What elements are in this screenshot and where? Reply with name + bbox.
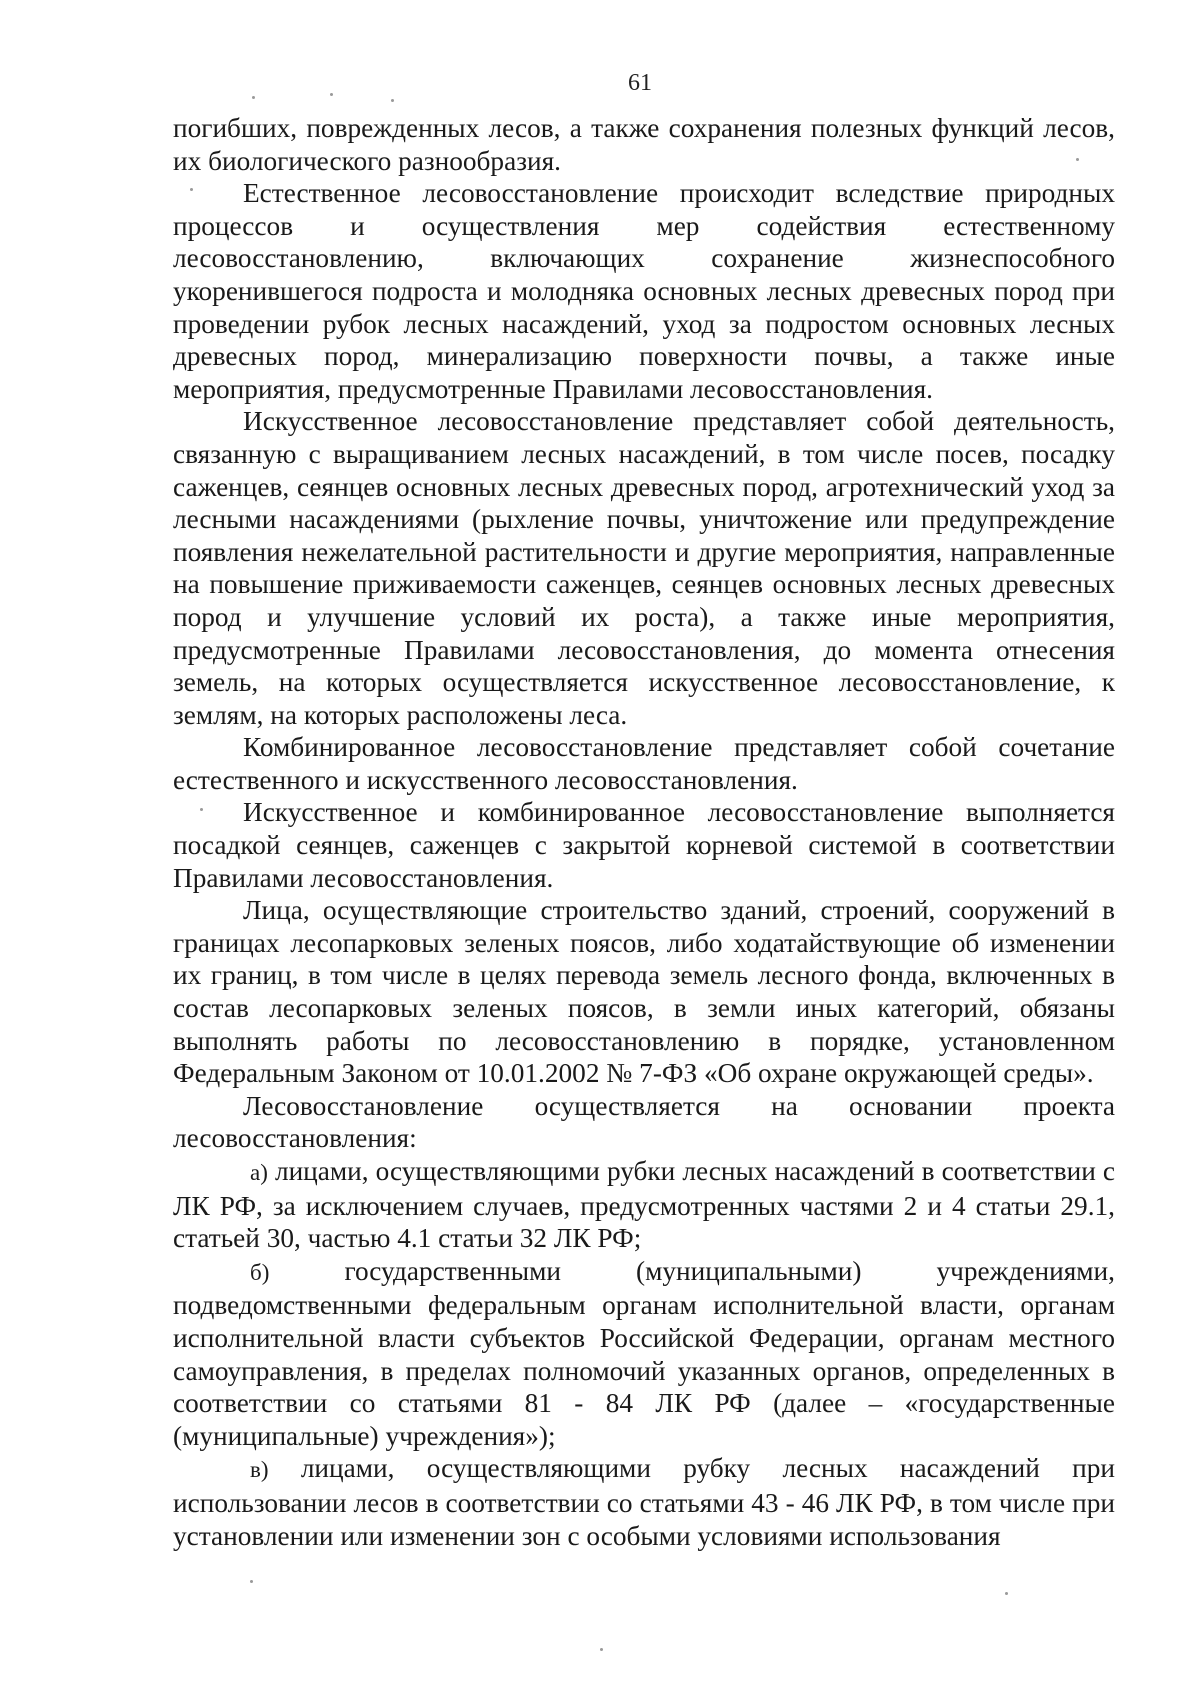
paragraph-green-belt-obligations: Лица, осуществляющие строительство зданий, строений, сооружений в границах лесопарковых зеленых поясов, либо ходатайствующие об изменении их границ, в том числе в целях перевода земель лесного фонда, включенных в состав лесопарковых зеленых поясов, в земли иных категорий, обязаны выполнять работы по лесовосстановлению в порядке, установленном Федеральным Законом от 10.01.2002 № 7-ФЗ «Об охране окружающей среды». <box>173 895 1115 1089</box>
list-item <box>173 1155 1115 1255</box>
document-body <box>173 112 1115 1552</box>
list-item-text: государственными (муниципальными) учреждениями, подведомственными федеральным органам исполнительной власти, органам исполнительной власти субъектов Российской Федерации, органам местного самоуправления, в пределах полномочий указанных органов, определенных в соответствии со статьями 81 - 84 ЛК РФ (далее – «государственные (муниципальные) учреждения»); <box>173 1255 1115 1451</box>
list-item-text: лицами, осуществляющими рубки лесных насаждений в соответствии с ЛК РФ, за исключением случаев, предусмотренных частями 2 и 4 статьи 29.1, статьей 30, частью 4.1 статьи 32 ЛК РФ; <box>173 1156 1115 1254</box>
paragraph-planting-requirements: Искусственное и комбинированное лесовосстановление выполняется посадкой сеянцев, саженцев с закрытой корневой системой в соответствии Правилами лесовосстановления. <box>173 797 1115 893</box>
scan-speck <box>190 188 193 191</box>
paragraph-reforestation-project-intro: Лесовосстановление осуществляется на основании проекта лесовосстановления: <box>173 1090 1115 1154</box>
list-item-text: лицами, осуществляющими рубку лесных насаждений при использовании лесов в соответствии со статьями 43 - 46 ЛК РФ, в том числе при установлении или изменении зон с особыми условиями использования <box>173 1453 1115 1551</box>
paragraph-artificial-reforestation: Искусственное лесовосстановление представляет собой деятельность, связанную с выращиванием лесных насаждений, в том числе посев, посадку саженцев, сеянцев основных лесных древесных пород, агротехнический уход за лесными насаждениями (рыхление почвы, уничтожение или предупреждение появления нежелательной растительности и другие мероприятия, направленные на повышение приживаемости саженцев, сеянцев основных лесных древесных пород и улучшение условий их роста), а также иные мероприятия, предусмотренные Правилами лесовосстановления, до момента отнесения земель, на которых осуществляется искусственное лесовосстановление, к землям, на которых расположены леса. <box>173 406 1115 730</box>
scan-speck <box>200 808 203 811</box>
scan-speck <box>252 96 255 99</box>
page-number: 61 <box>628 70 652 96</box>
paragraph-natural-reforestation: Естественное лесовосстановление происходит вследствие природных процессов и осуществления мер содействия естественному лесовосстановлению, включающих сохранение жизнеспособного укоренившегося подроста и молодняка основных лесных древесных пород при проведении рубок лесных насаждений, уход за подростом основных лесных древесных пород, минерализацию поверхности почвы, а также иные мероприятия, предусмотренные Правилами лесовосстановления. <box>173 178 1115 404</box>
list-item <box>173 1255 1115 1453</box>
list-item-marker: в) <box>250 1457 269 1483</box>
scan-speck <box>250 1580 253 1583</box>
scan-speck <box>1076 158 1079 161</box>
paragraph-continuation: погибших, поврежденных лесов, а также сохранения полезных функций лесов, их биологического разнообразия. <box>173 113 1115 176</box>
paragraph-combined-reforestation: Комбинированное лесовосстановление представляет собой сочетание естественного и искусственного лесовосстановления. <box>173 732 1115 795</box>
list-item-marker: б) <box>250 1259 270 1285</box>
scan-speck <box>600 1648 603 1651</box>
list-item-marker: а) <box>250 1160 268 1185</box>
scan-speck <box>1005 1592 1008 1595</box>
scan-speck <box>330 93 333 96</box>
list-item <box>173 1452 1115 1552</box>
scan-speck <box>391 99 394 102</box>
